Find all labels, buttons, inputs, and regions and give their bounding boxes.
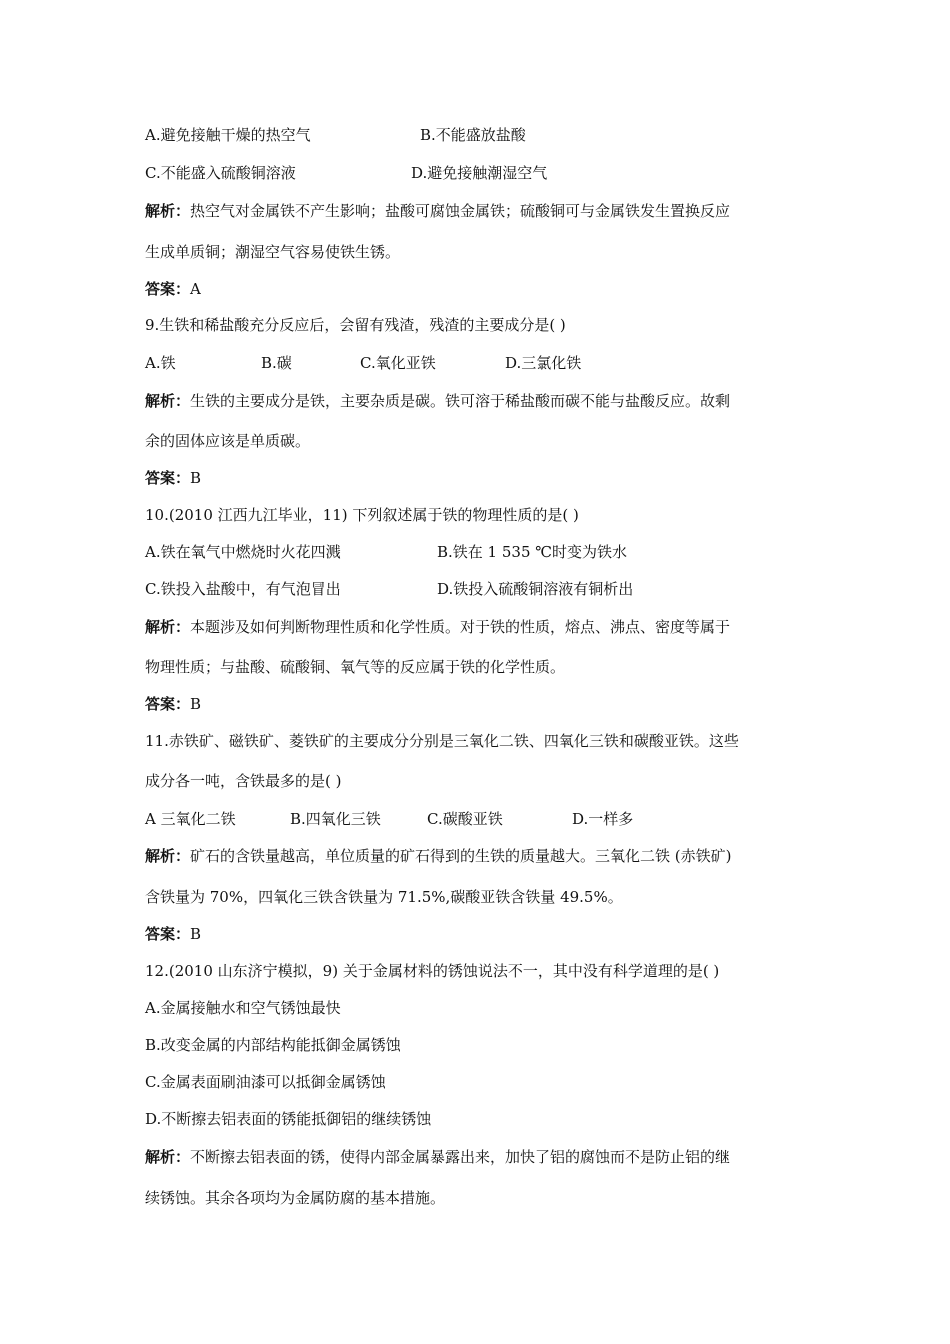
q11-option-c: C.碳酸亚铁 — [427, 810, 503, 828]
q9-option-a: A.铁 — [145, 354, 176, 372]
q11-stem-line-2: 成分各一吨，含铁最多的是( ) — [145, 772, 342, 790]
q10-option-c: C.铁投入盐酸中，有气泡冒出 — [145, 580, 341, 598]
q8-option-b: B.不能盛放盐酸 — [420, 126, 526, 144]
q8-option-c: C.不能盛入硫酸铜溶液 — [145, 164, 296, 182]
q10-answer-value: B — [190, 695, 202, 713]
q8-option-d: D.避免接触潮湿空气 — [411, 164, 548, 182]
q9-analysis-line-2: 余的固体应该是单质碳。 — [145, 432, 311, 450]
q11-answer-label: 答案： — [145, 925, 191, 943]
q8-analysis-line-2: 生成单质铜；潮湿空气容易使铁生锈。 — [145, 243, 401, 261]
q8-answer-value: A — [190, 280, 201, 298]
q8-answer-label: 答案： — [145, 280, 191, 298]
q12-option-a: A.金属接触水和空气锈蚀最快 — [145, 999, 341, 1017]
q10-option-d: D.铁投入硫酸铜溶液有铜析出 — [437, 580, 634, 598]
q12-analysis-line-2: 续锈蚀。其余各项均为金属防腐的基本措施。 — [145, 1189, 446, 1207]
q12-analysis-label: 解析： — [145, 1148, 191, 1166]
q11-analysis-label: 解析： — [145, 847, 191, 865]
q9-stem: 9.生铁和稀盐酸充分反应后，会留有残渣，残渣的主要成分是( ) — [145, 316, 566, 334]
q10-analysis-text-1: 本题涉及如何判断物理性质和化学性质。对于铁的性质，熔点、沸点、密度等属于 — [190, 618, 731, 636]
q11-option-a: A 三氧化二铁 — [145, 810, 236, 828]
q10-option-b: B.铁在 1 535 ℃时变为铁水 — [437, 543, 628, 561]
q10-analysis-line-2: 物理性质；与盐酸、硫酸铜、氧气等的反应属于铁的化学性质。 — [145, 658, 566, 676]
q9-analysis-label: 解析： — [145, 392, 191, 410]
q11-answer-value: B — [190, 925, 202, 943]
q10-stem: 10.(2010 江西九江毕业，11) 下列叙述属于铁的物理性质的是( ) — [145, 506, 579, 524]
q9-option-c: C.氧化亚铁 — [360, 354, 436, 372]
q12-option-b: B.改变金属的内部结构能抵御金属锈蚀 — [145, 1036, 401, 1054]
q12-analysis-text-1: 不断擦去铝表面的锈，使得内部金属暴露出来，加快了铝的腐蚀而不是防止铝的继 — [190, 1148, 731, 1166]
q12-analysis-line-1 — [145, 1146, 730, 1168]
q12-stem: 12.(2010 山东济宁模拟，9) 关于金属材料的锈蚀说法不一，其中没有科学道理的是( ) — [145, 962, 720, 980]
q11-analysis-line-1 — [145, 845, 732, 867]
q9-analysis-text-1: 生铁的主要成分是铁，主要杂质是碳。铁可溶于稀盐酸而碳不能与盐酸反应。故剩 — [190, 392, 731, 410]
q9-answer — [145, 467, 201, 489]
q11-analysis-text-1: 矿石的含铁量越高，单位质量的矿石得到的生铁的质量越大。三氧化二铁 (赤铁矿) — [190, 847, 732, 865]
q11-option-b: B.四氧化三铁 — [290, 810, 381, 828]
q8-analysis-label: 解析： — [145, 202, 191, 220]
q9-answer-value: B — [190, 469, 202, 487]
q11-answer — [145, 923, 201, 945]
q9-option-b: B.碳 — [261, 354, 292, 372]
q9-option-d: D.三氯化铁 — [505, 354, 582, 372]
q10-answer-label: 答案： — [145, 695, 191, 713]
q10-analysis-line-1 — [145, 616, 730, 638]
q10-option-a: A.铁在氧气中燃烧时火花四溅 — [145, 543, 341, 561]
q8-answer — [145, 278, 201, 300]
q8-analysis-line-1 — [145, 200, 730, 222]
q12-option-d: D.不断擦去铝表面的锈能抵御铝的继续锈蚀 — [145, 1110, 432, 1128]
q11-option-d: D.一样多 — [572, 810, 634, 828]
q10-analysis-label: 解析： — [145, 618, 191, 636]
q9-answer-label: 答案： — [145, 469, 191, 487]
q9-analysis-line-1 — [145, 390, 730, 412]
q8-option-a: A.避免接触干燥的热空气 — [145, 126, 311, 144]
q11-analysis-line-2: 含铁量为 70%，四氧化三铁含铁量为 71.5%,碳酸亚铁含铁量 49.5%。 — [145, 888, 623, 906]
q11-stem-line-1: 11.赤铁矿、磁铁矿、菱铁矿的主要成分分别是三氧化二铁、四氧化三铁和碳酸亚铁。这些 — [145, 732, 739, 750]
q12-option-c: C.金属表面刷油漆可以抵御金属锈蚀 — [145, 1073, 386, 1091]
q8-analysis-text-1: 热空气对金属铁不产生影响；盐酸可腐蚀金属铁；硫酸铜可与金属铁发生置换反应 — [190, 202, 731, 220]
q10-answer — [145, 693, 201, 715]
